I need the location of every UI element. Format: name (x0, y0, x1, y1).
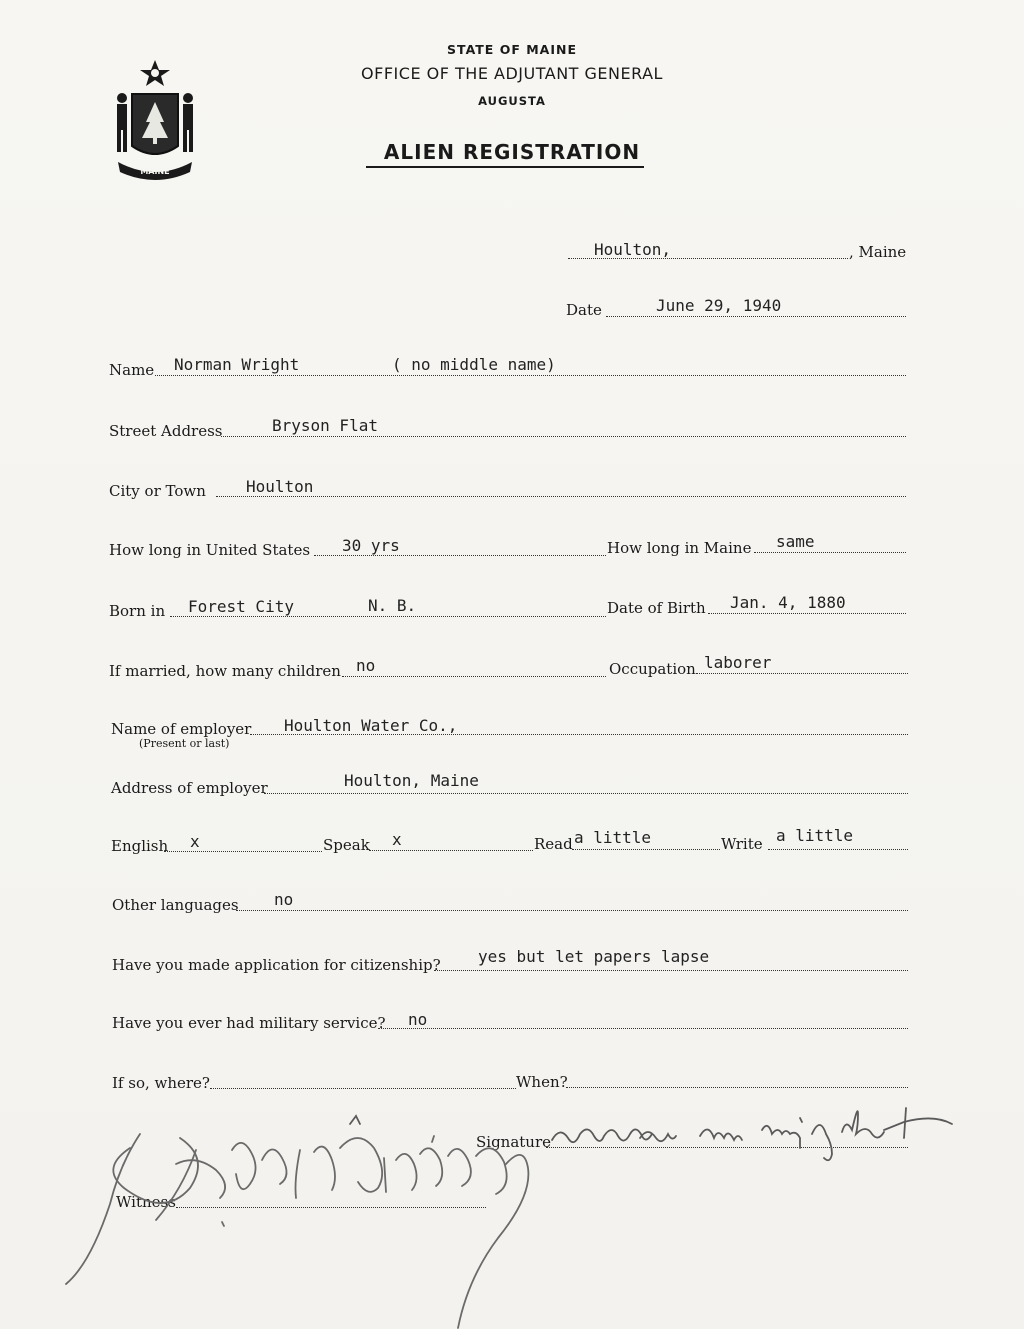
military-value: no (408, 1010, 428, 1029)
military-label: Have you ever had military service? (112, 1014, 386, 1032)
read-value: a little (574, 828, 652, 847)
form-title: ALIEN REGISTRATION (383, 140, 641, 164)
where-label: If so, where? (112, 1074, 210, 1092)
city-value: Houlton (246, 477, 314, 496)
state-heading: STATE OF MAINE (447, 42, 577, 57)
dob-value: Jan. 4, 1880 (730, 593, 846, 612)
citizenship-value: yes but let papers lapse (478, 947, 710, 966)
speak-label: Speak (323, 836, 370, 854)
office-heading: OFFICE OF THE ADJUTANT GENERAL (361, 64, 663, 83)
city-label: City or Town (109, 482, 206, 500)
date-value: June 29, 1940 (656, 296, 782, 315)
name-label: Name (109, 361, 155, 379)
citizenship-label: Have you made application for citizenship? (112, 956, 441, 974)
how-long-maine-value: same (776, 532, 815, 551)
employer-address-label: Address of employer (111, 779, 268, 797)
city-heading: AUGUSTA (478, 94, 546, 108)
how-long-us-value: 30 yrs (342, 536, 400, 555)
occupation-label: Occupation (609, 660, 696, 678)
place-value: Houlton, (594, 240, 672, 259)
how-long-us-label: How long in United States (109, 541, 311, 559)
born-in-label: Born in (109, 602, 166, 620)
other-languages-label: Other languages (112, 896, 239, 914)
dob-label: Date of Birth (607, 599, 706, 617)
employer-sublabel: (Present or last) (139, 737, 230, 750)
occupation-value: laborer (704, 653, 772, 672)
born-in-province: N. B. (368, 596, 417, 615)
street-value: Bryson Flat (272, 416, 378, 435)
employer-label: Name of employer (111, 720, 252, 738)
english-label: English (111, 837, 169, 855)
witness-label: Witness (116, 1193, 176, 1211)
read-label: Read (534, 835, 573, 853)
employer-address-value: Houlton, Maine (344, 771, 479, 790)
employer-value: Houlton Water Co., (284, 716, 458, 735)
children-label: If married, how many children (109, 662, 341, 680)
write-value: a little (776, 826, 854, 845)
name-value: Norman Wright (174, 355, 300, 374)
how-long-maine-label: How long in Maine (607, 539, 752, 557)
signature-label: Signature (476, 1133, 552, 1151)
other-languages-value: no (274, 890, 294, 909)
speak-value: x (392, 830, 402, 849)
english-value: x (190, 832, 200, 851)
seal-ribbon-text: MAINE (140, 167, 170, 176)
when-label: When? (516, 1073, 568, 1091)
write-label: Write (721, 835, 763, 853)
date-label: Date (566, 301, 602, 319)
place-suffix: , Maine (849, 243, 907, 261)
name-note: ( no middle name) (392, 355, 556, 374)
children-value: no (356, 656, 376, 675)
born-in-value: Forest City (188, 597, 294, 616)
street-label: Street Address (109, 422, 223, 440)
